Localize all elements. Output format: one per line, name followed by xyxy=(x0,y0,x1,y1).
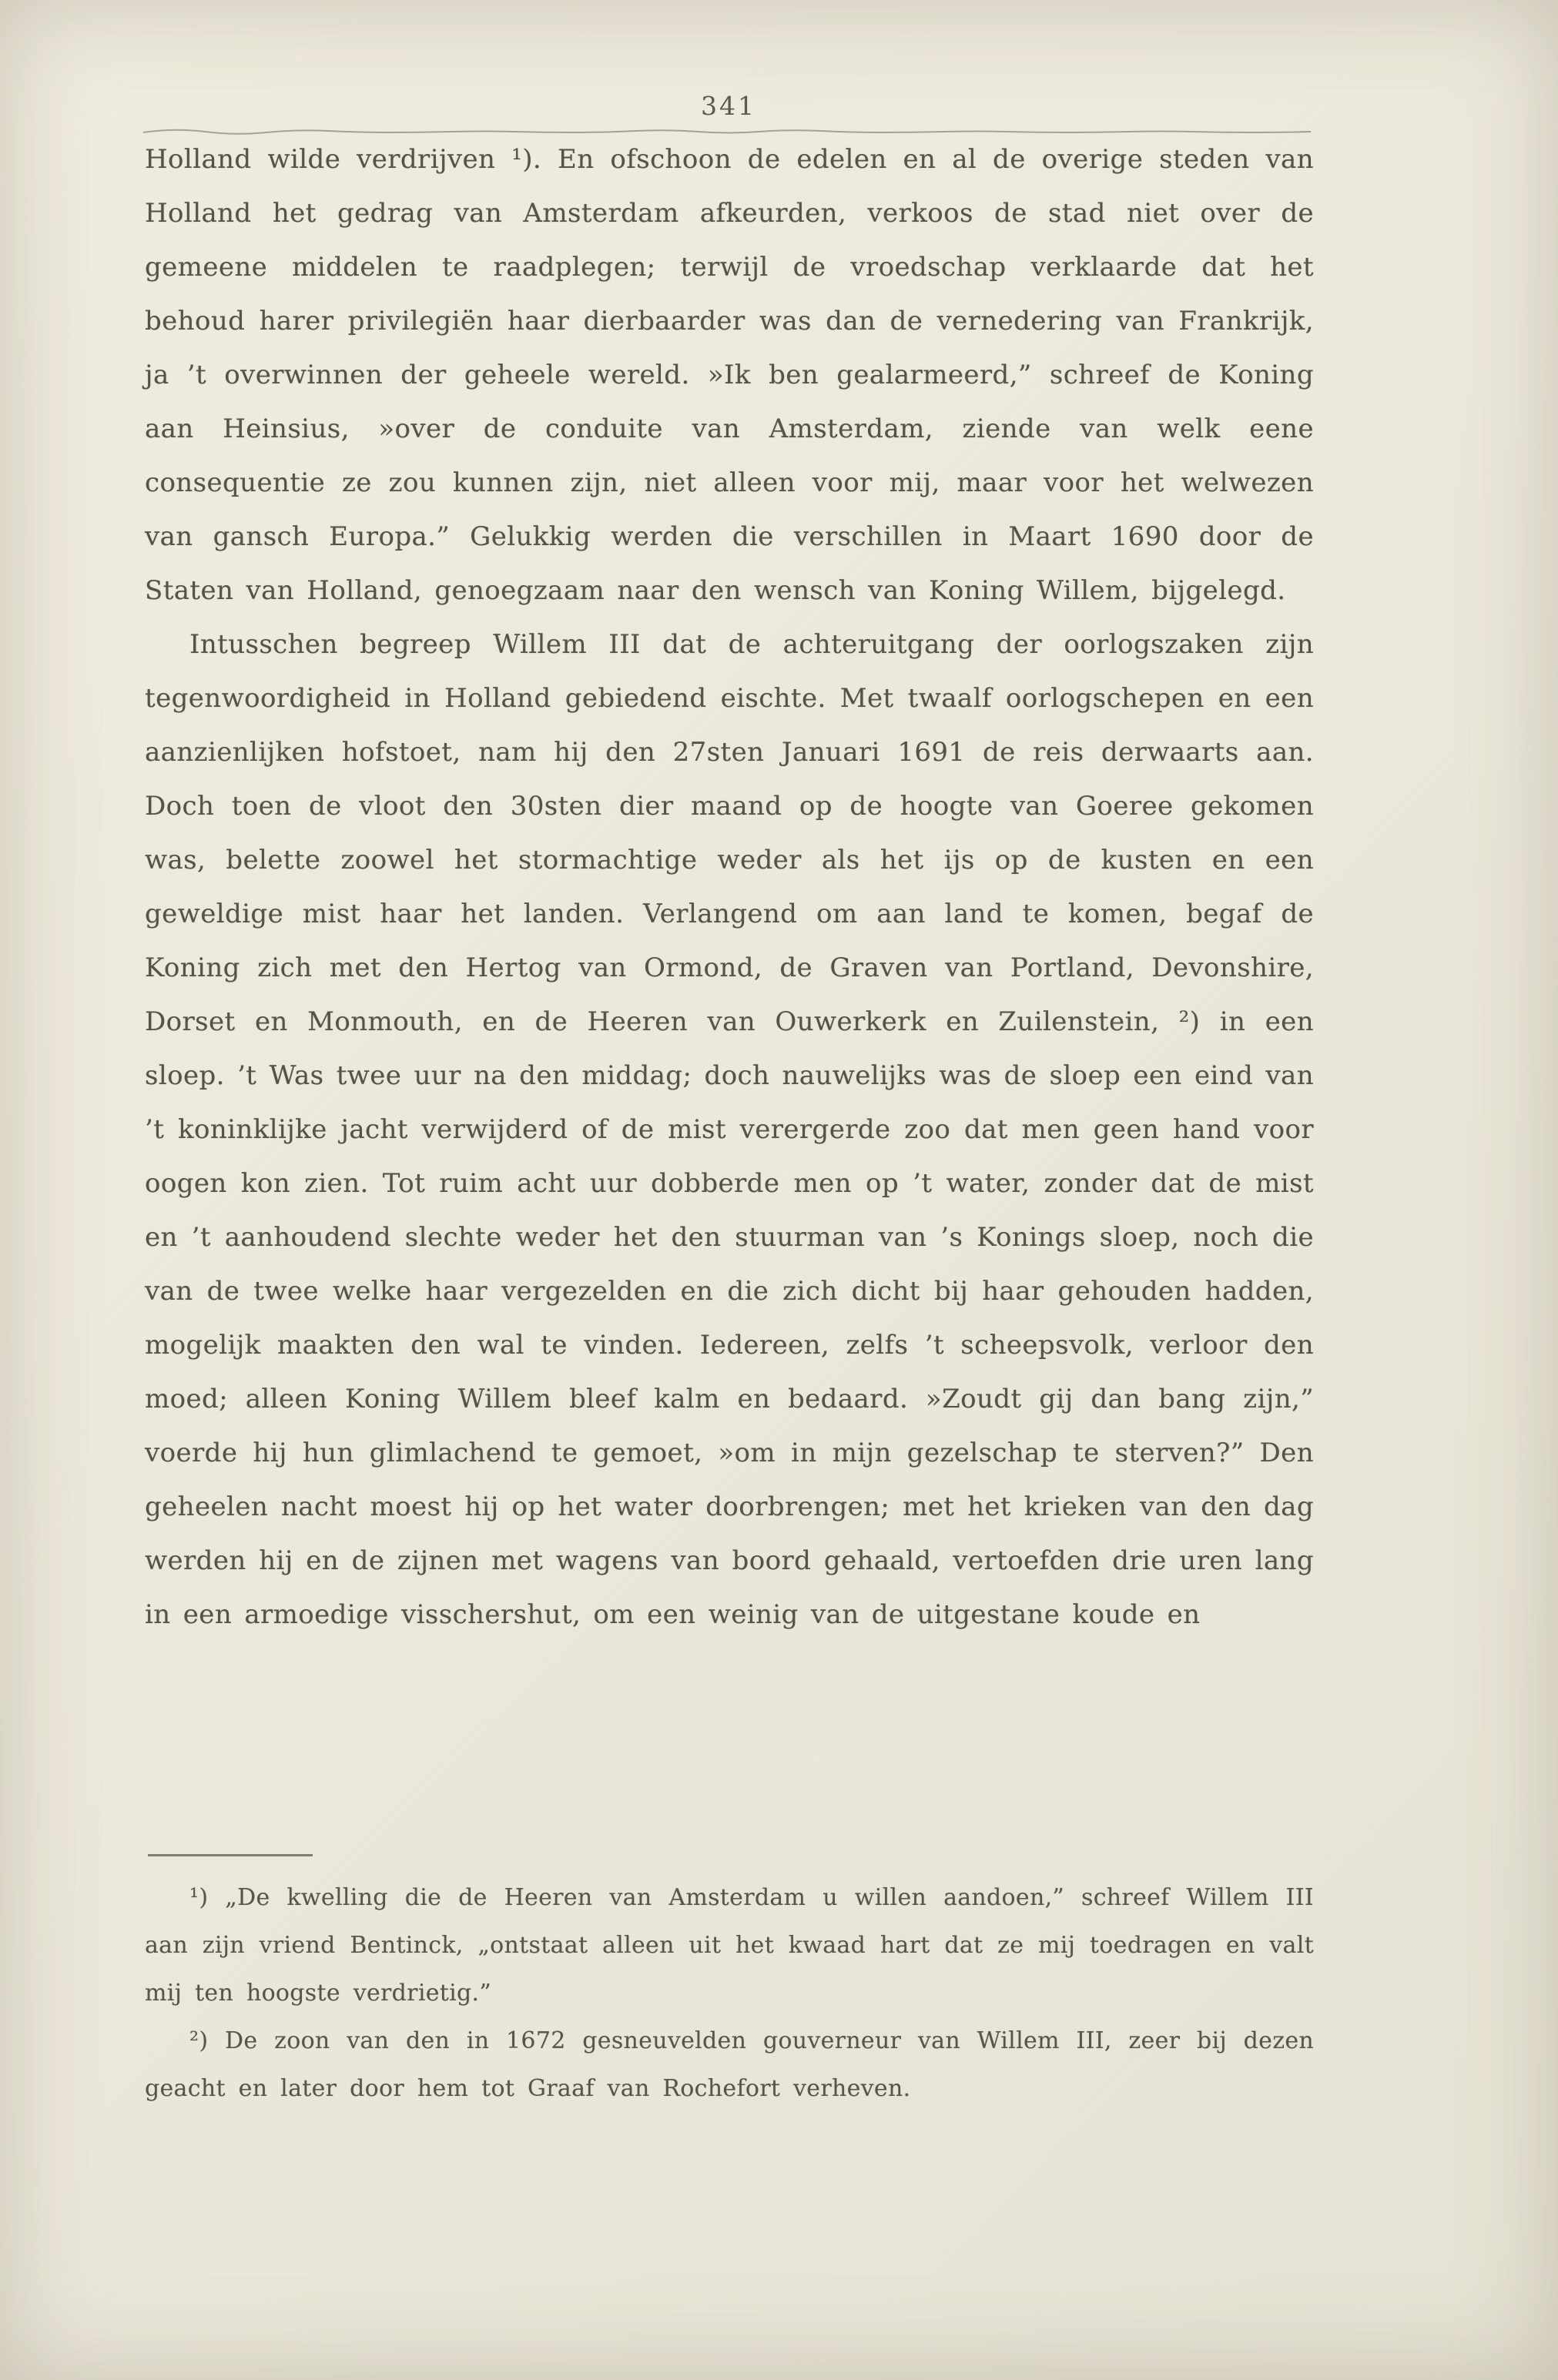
body-paragraph-2: Intusschen begreep Willem III dat de achteruitgang der oorlogszaken zijn tegenwoordigheid in Holland gebiedend eischte. Met twaalf oorlogschepen en een aanzienlijken hofstoet, nam hij den 27sten Januari 1691 de reis derwaarts aan. Doch toen de vloot den 30sten dier maand op de hoogte van Goeree gekomen was, belette zoowel het stormachtige weder als het ijs op de kusten en een geweldige mist haar het landen. Verlangend om aan land te komen, begaf de Koning zich met den Hertog van Ormond, de Graven van Portland, Devonshire, Dorset en Monmouth, en de Heeren van Ouwerkerk en Zuilenstein, ²) in een sloep. ’t Was twee uur na den middag; doch nauwelijks was de sloep een eind van ’t koninklijke jacht verwijderd of de mist verergerde zoo dat men geen hand voor oogen kon zien. Tot ruim acht uur dobberde men op ’t water, zonder dat de mist en ’t aanhoudend slechte weder het den stuurman van ’s Konings sloep, noch die van de twee welke haar vergezelden en die zich dicht bij haar gehouden hadden, mogelijk maakten den wal te vinden. Iedereen, zelfs ’t scheepsvolk, verloor den moed; alleen Koning Willem bleef kalm en bedaard. »Zoudt gij dan bang zijn,” voerde hij hun glimlachend te gemoet, »om in mijn gezelschap te sterven?” Den geheelen nacht moest hij op het water doorbrengen; met het krieken van den dag werden hij en de zijnen met wagens van boord gehaald, vertoefden drie uren lang in een armoedige visschershut, om een weinig van de uitgestane koude en xyxy=(145,629,1314,1630)
footnotes-block xyxy=(145,1874,1314,2113)
footnote-separator xyxy=(148,1854,313,1856)
footnote-2: ²) De zoon van den in 1672 gesneuvelden gouverneur van Willem III, zeer bij dezen geacht en later door hem tot Graaf van Rochefort verheven. xyxy=(145,2027,1314,2102)
body-paragraph-1: Holland wilde verdrijven ¹). En ofschoon de edelen en al de overige steden van Holland het gedrag van Amsterdam afkeurden, verkoos de stad niet over de gemeene middelen te raadplegen; terwijl de vroedschap verklaarde dat het behoud harer privilegiën haar dierbaarder was dan de vernedering van Frankrijk, ja ’t overwinnen der geheele wereld. »Ik ben gealarmeerd,” schreef de Koning aan Heinsius, »over de conduite van Amsterdam, ziende van welk eene consequentie ze zou kunnen zijn, niet alleen voor mij, maar voor het welwezen van gansch Europa.” Gelukkig werden die verschillen in Maart 1690 door de Staten van Holland, genoegzaam naar den wensch van Koning Willem, bijgelegd. xyxy=(145,144,1314,606)
page-number: 341 xyxy=(701,91,756,121)
footnote-1: ¹) „De kwelling die de Heeren van Amsterdam u willen aandoen,” schreef Willem III aan zijn vriend Bentinck, „ontstaat alleen uit het kwaad hart dat ze mij toedragen en valt mij ten hoogste verdrietig.” xyxy=(145,1884,1314,2007)
main-text-block xyxy=(145,132,1314,1642)
